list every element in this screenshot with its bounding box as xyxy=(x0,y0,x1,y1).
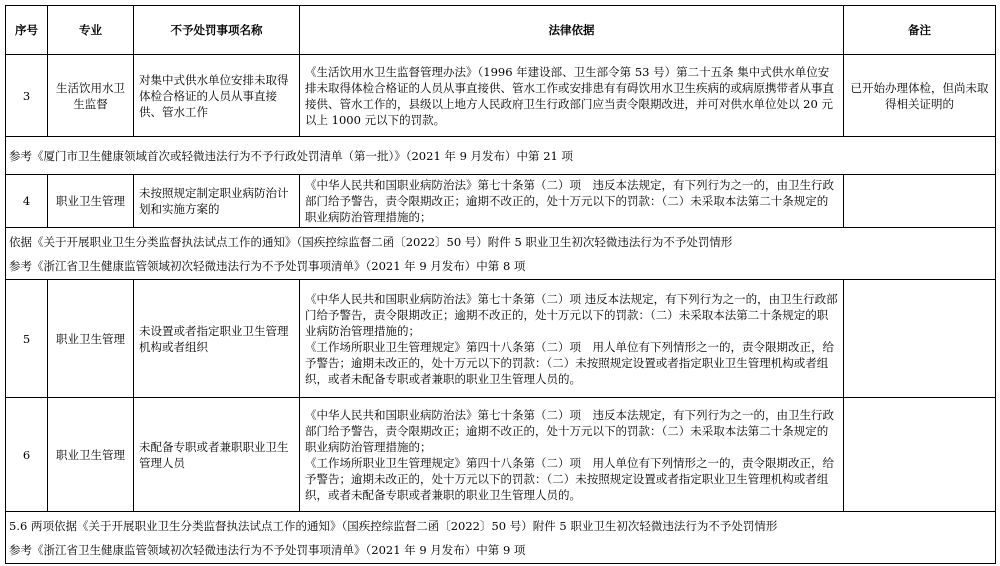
row-item: 未按照规定制定职业病防治计划和实施方案的 xyxy=(134,175,300,228)
row-law xyxy=(300,280,844,398)
reference-text: 参考《浙江省卫生健康监管领域初次轻微违法行为不予处罚事项清单》（2021 年 9 月发布）中第 8 项 xyxy=(9,258,526,273)
row-seq: 6 xyxy=(6,398,48,512)
row-law: 《生活饮用水卫生监督管理办法》（1996 年建设部、卫生部令第 53 号）第二十五条 集中式供水单位安排未取得体检合格证的人员从事直接供、管水工作或安排患有有碍饮用水卫生疾病的或病原携带者从事直接供、管水工作的，县级以上地方人民政府卫生行政部门应当责令限期改进，并可对供水单位处以 20 元以上 1000 元以下的罚款。 xyxy=(300,55,844,137)
row-note xyxy=(844,280,996,398)
reference-row xyxy=(6,228,996,280)
penalty-exemption-table xyxy=(5,5,996,564)
law-paragraph: 《中华人民共和国职业病防治法》第七十条第（二）项 违反本法规定，有下列行为之一的，由卫生行政部门给予警告，责令限期改正；逾期不改正的，处十万元以下的罚款：（二）未采取本法第二十条规定的职业病防治管理措施的； xyxy=(305,291,838,338)
table-header-row xyxy=(6,6,996,55)
table-row xyxy=(6,175,996,228)
reference-cell xyxy=(6,228,996,280)
reference-cell xyxy=(6,512,996,564)
reference-row xyxy=(6,512,996,564)
table-row xyxy=(6,280,996,398)
reference-basis: 依据《关于开展职业卫生分类监督执法试点工作的通知》（国疾控综监督二函〔2022〕50 号）附件 5 职业卫生初次轻微违法行为不予处罚情形 xyxy=(9,234,733,249)
row-law xyxy=(300,398,844,512)
row-seq: 3 xyxy=(6,55,48,137)
header-seq: 序号 xyxy=(6,6,48,55)
law-paragraph: 《中华人民共和国职业病防治法》第七十条第（二）项 违反本法规定，有下列行为之一的，由卫生行政部门给予警告，责令限期改正；逾期不改正的，处十万元以下的罚款：（二）未采取本法第二十条规定的职业病防治管理措施的； xyxy=(305,407,834,454)
law-paragraph: 《工作场所职业卫生管理规定》第四十八条第（二）项 用人单位有下列情形之一的，责令限期改正，给予警告；逾期未改正的，处十万元以下的罚款：（二）未按照规定设置或者指定职业卫生管理机构或者组织，或者未配备专职或者兼职的职业卫生管理人员的。 xyxy=(305,455,834,502)
reference-text: 参考《厦门市卫生健康领域首次或轻微违法行为不予行政处罚清单（第一批）》（2021 年 9 月发布）中第 21 项 xyxy=(6,137,996,175)
row-profession: 职业卫生管理 xyxy=(48,398,134,512)
table-row xyxy=(6,398,996,512)
header-item: 不予处罚事项名称 xyxy=(134,6,300,55)
row-item: 对集中式供水单位安排未取得体检合格证的人员从事直接供、管水工作 xyxy=(134,55,300,137)
header-law: 法律依据 xyxy=(300,6,844,55)
row-item: 未设置或者指定职业卫生管理机构或者组织 xyxy=(134,280,300,398)
header-profession: 专业 xyxy=(48,6,134,55)
row-item: 未配备专职或者兼职职业卫生管理人员 xyxy=(134,398,300,512)
reference-text: 参考《浙江省卫生健康监管领域初次轻微违法行为不予处罚事项清单》（2021 年 9 月发布）中第 9 项 xyxy=(9,542,526,557)
row-note xyxy=(844,175,996,228)
table-row xyxy=(6,55,996,137)
reference-row xyxy=(6,137,996,175)
row-seq: 4 xyxy=(6,175,48,228)
row-profession: 生活饮用水卫生监督 xyxy=(48,55,134,137)
law-paragraph: 《工作场所职业卫生管理规定》第四十八条第（二）项 用人单位有下列情形之一的，责令限期改正，给予警告；逾期未改正的，处十万元以下的罚款：（二）未按照规定设置或者指定职业卫生管理机构或者组织，或者未配备专职或者兼职的职业卫生管理人员的。 xyxy=(305,339,834,386)
reference-basis: 5.6 两项依据《关于开展职业卫生分类监督执法试点工作的通知》（国疾控综监督二函〔2022〕50 号）附件 5 职业卫生初次轻微违法行为不予处罚情形 xyxy=(9,518,778,533)
row-profession: 职业卫生管理 xyxy=(48,175,134,228)
row-note: 已开始办理体检，但尚未取得相关证明的 xyxy=(844,55,996,137)
row-profession: 职业卫生管理 xyxy=(48,280,134,398)
header-note: 备注 xyxy=(844,6,996,55)
row-seq: 5 xyxy=(6,280,48,398)
row-law: 《中华人民共和国职业病防治法》第七十条第（二）项 违反本法规定，有下列行为之一的，由卫生行政部门给予警告，责令限期改正；逾期不改正的，处十万元以下的罚款：（二）未采取本法第二十条规定的职业病防治管理措施的； xyxy=(300,175,844,228)
row-note xyxy=(844,398,996,512)
